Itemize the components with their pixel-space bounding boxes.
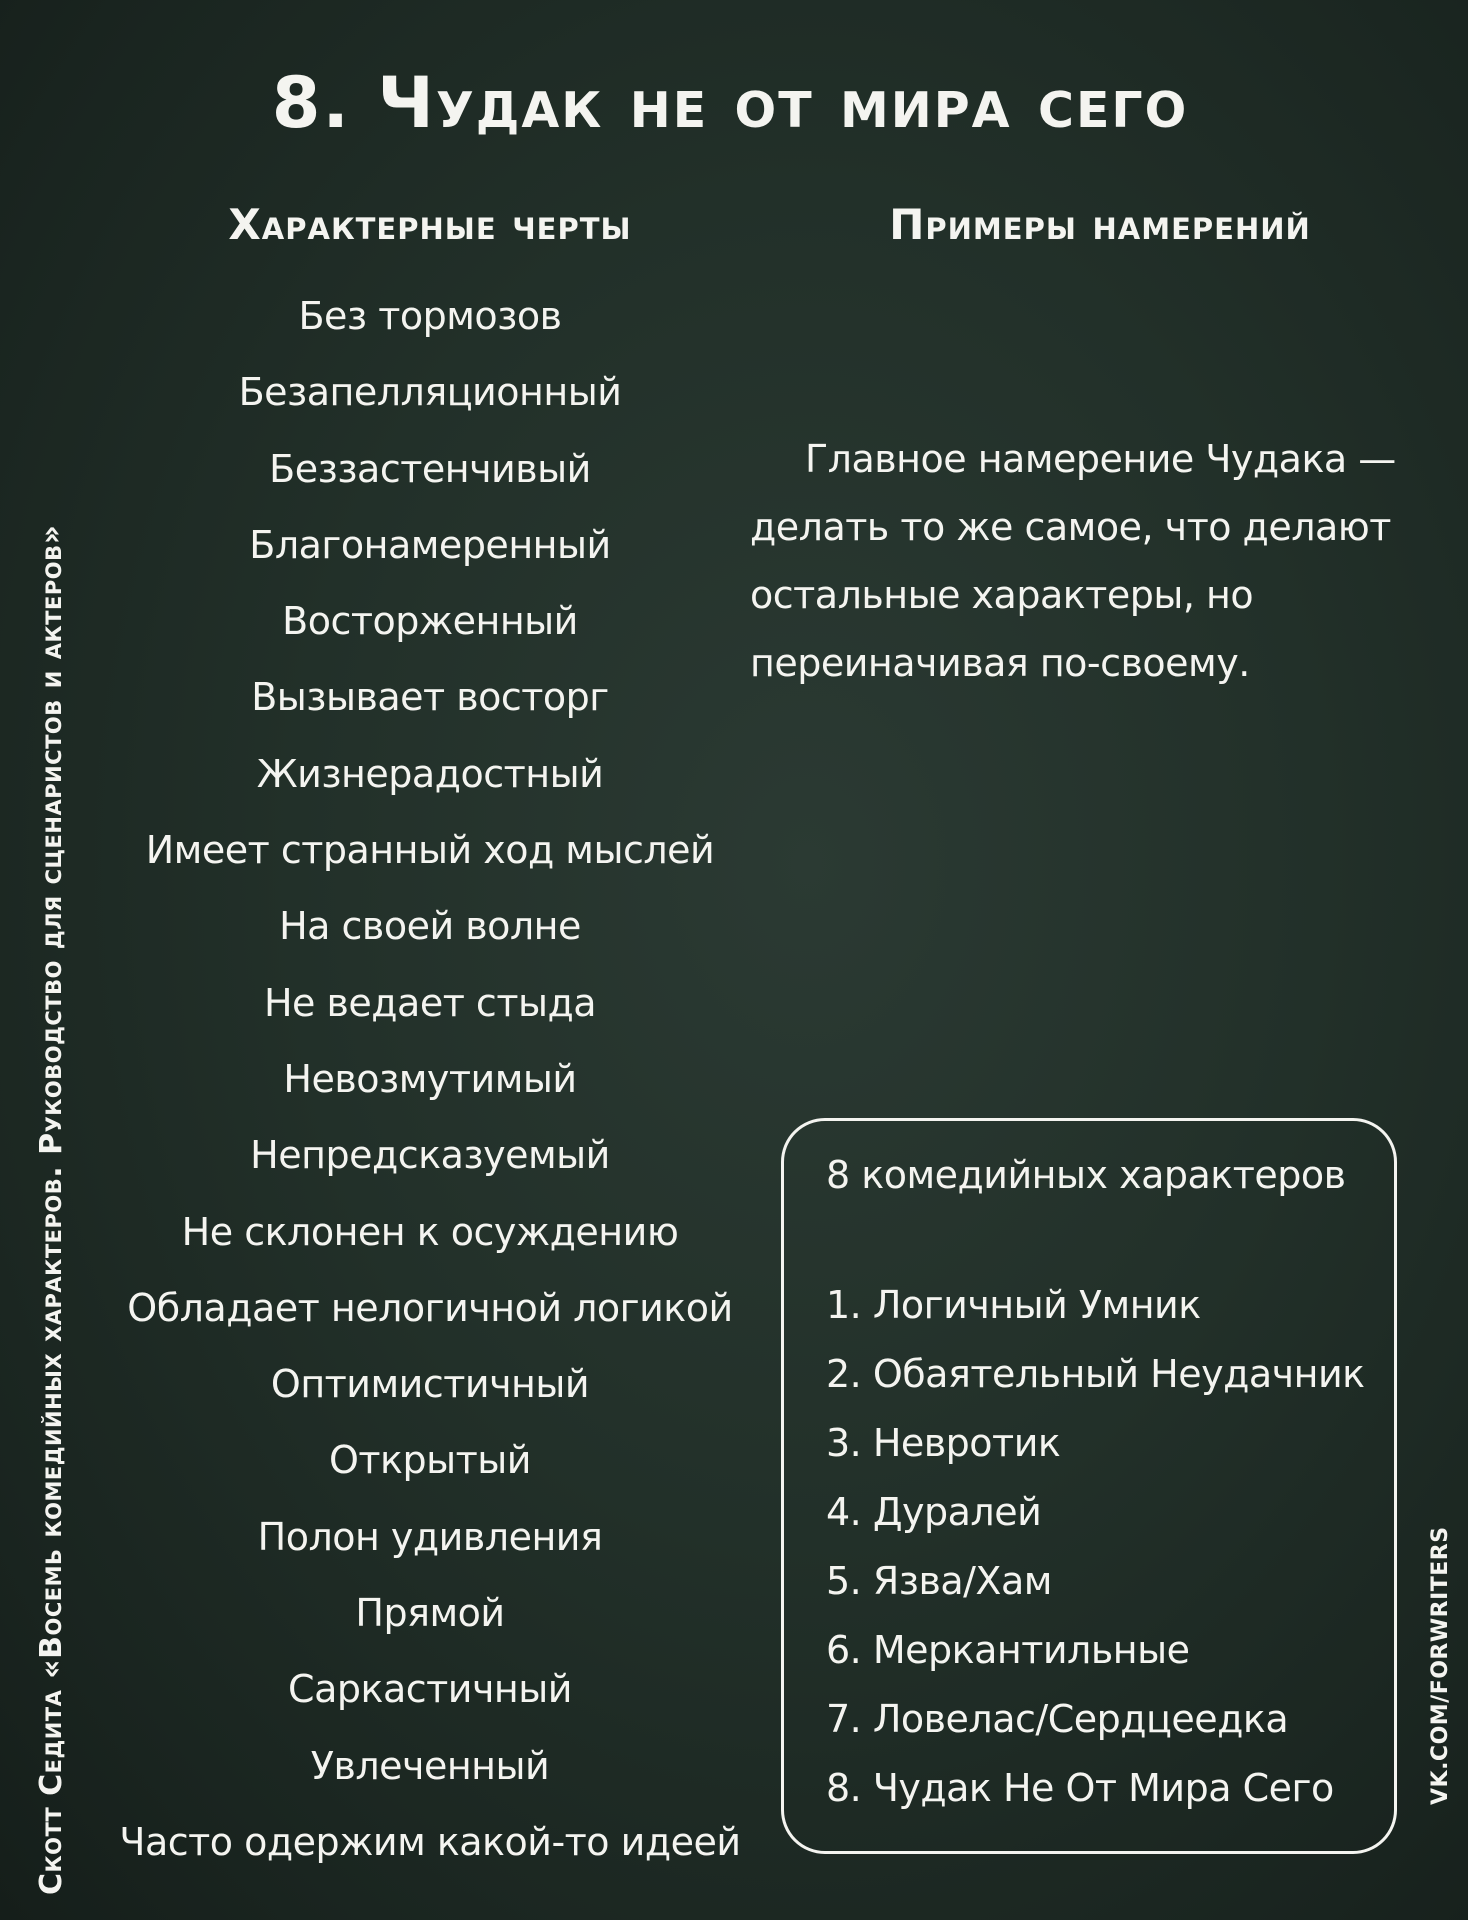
box-title: 8 комедийных характеров [826, 1153, 1346, 1197]
character-item: 8. Чудак Не От Мира Сего [826, 1766, 1334, 1810]
character-item: 7. Ловелас/Сердцеедка [826, 1697, 1289, 1741]
trait-item: Благонамеренный [249, 522, 611, 567]
page-title: 8. Чудак не от мира сего [271, 62, 1189, 144]
trait-item: На своей волне [279, 904, 581, 949]
trait-item: Восторженный [282, 599, 578, 644]
trait-item: Не ведает стыда [263, 980, 597, 1025]
trait-item: Вызывает восторг [251, 675, 609, 720]
trait-item: Имеет странный ход мыслей [145, 828, 715, 873]
trait-item: Открытый [329, 1438, 531, 1483]
trait-item: Саркастичный [288, 1667, 572, 1712]
character-item: 4. Дуралей [826, 1490, 1042, 1534]
trait-item: Увлеченный [310, 1743, 550, 1788]
traits-list [100, 278, 760, 1880]
trait-item: Обладает нелогичной логикой [127, 1285, 733, 1330]
comedy-characters-box [781, 1118, 1397, 1854]
trait-item: Часто одержим какой-то идеей [119, 1819, 741, 1864]
character-item: 2. Обаятельный Неудачник [826, 1352, 1365, 1396]
side-caption: Скотт Седита «Восемь комедийных характеров. Руководство для сценаристов и актеров» [34, 524, 69, 1895]
trait-item: Не склонен к осуждению [181, 1209, 679, 1254]
intentions-text: Главное намерение Чудака — делать то же самое, что делают остальные характеры, но переиначивая по-своему. [750, 437, 1396, 685]
trait-item: Безапелляционный [238, 370, 622, 415]
character-item: 6. Меркантильные [826, 1628, 1190, 1672]
traits-heading: Характерные черты [228, 200, 632, 249]
character-item: 1. Логичный Умник [826, 1283, 1201, 1327]
trait-item: Полон удивления [257, 1514, 603, 1559]
trait-item: Прямой [355, 1591, 505, 1636]
characters-list [826, 1271, 1365, 1823]
trait-item: Жизнерадостный [256, 751, 604, 796]
trait-item: Без тормозов [298, 294, 562, 338]
intentions-heading: Примеры намерений [889, 200, 1311, 249]
trait-item: Непредсказуемый [250, 1133, 610, 1178]
trait-item: Невозмутимый [283, 1056, 577, 1101]
vk-caption: VK.COM/FORWRITERS [1428, 1526, 1453, 1805]
trait-item: Беззастенчивый [269, 446, 591, 491]
trait-item: Оптимистичный [270, 1362, 590, 1407]
character-item: 5. Язва/Хам [826, 1559, 1052, 1603]
character-item: 3. Невротик [826, 1421, 1061, 1465]
